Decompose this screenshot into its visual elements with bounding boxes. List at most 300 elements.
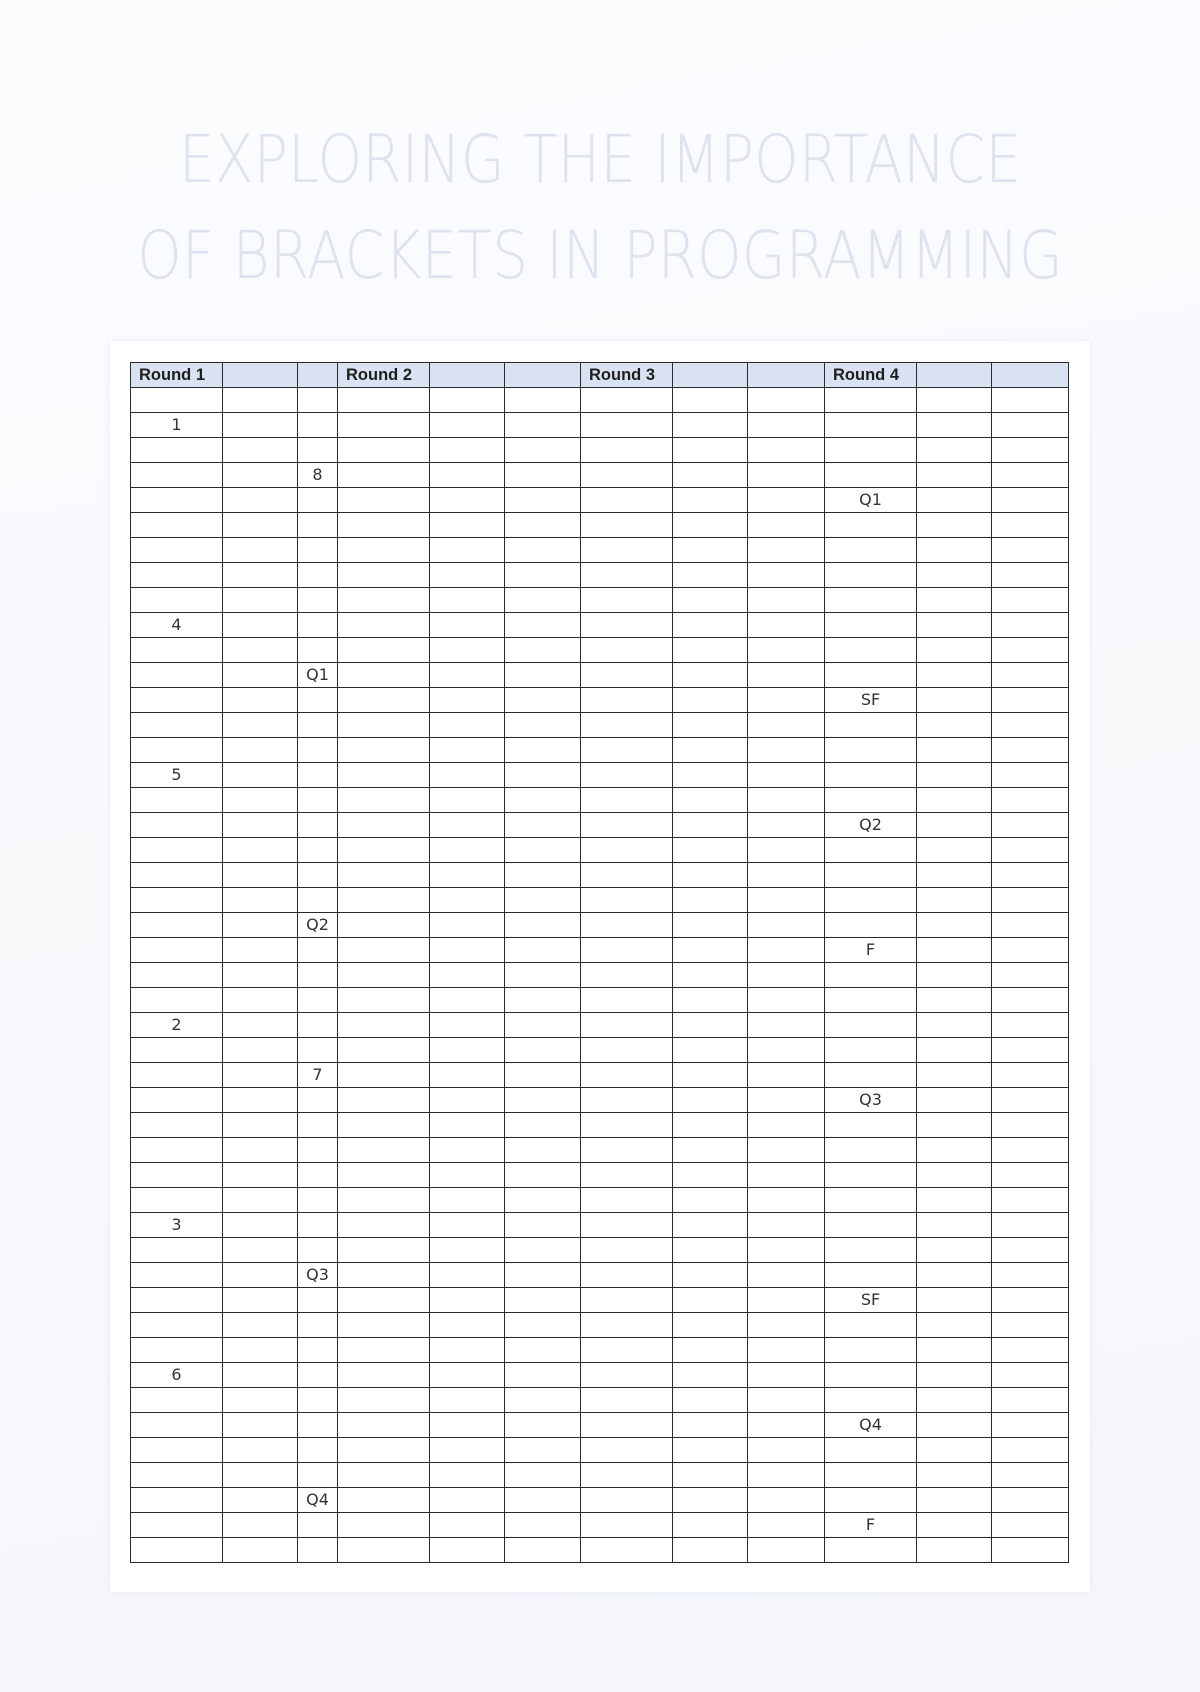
table-cell[interactable] xyxy=(825,763,917,788)
table-cell[interactable] xyxy=(917,463,992,488)
table-cell[interactable] xyxy=(223,988,298,1013)
table-cell[interactable] xyxy=(917,638,992,663)
table-cell[interactable] xyxy=(748,738,825,763)
table-cell[interactable] xyxy=(917,913,992,938)
bracket-entry-cell[interactable]: F xyxy=(825,1513,917,1538)
table-cell[interactable] xyxy=(673,1213,748,1238)
table-cell[interactable] xyxy=(581,913,673,938)
table-cell[interactable] xyxy=(131,963,223,988)
table-cell[interactable] xyxy=(505,1238,581,1263)
table-cell[interactable] xyxy=(992,838,1069,863)
table-cell[interactable] xyxy=(825,1013,917,1038)
table-cell[interactable] xyxy=(917,938,992,963)
table-cell[interactable] xyxy=(917,1488,992,1513)
table-cell[interactable] xyxy=(992,1438,1069,1463)
table-cell[interactable] xyxy=(338,913,430,938)
table-cell[interactable] xyxy=(581,888,673,913)
table-cell[interactable] xyxy=(748,1038,825,1063)
table-cell[interactable] xyxy=(581,1288,673,1313)
table-cell[interactable] xyxy=(581,863,673,888)
table-cell[interactable] xyxy=(673,1138,748,1163)
table-cell[interactable] xyxy=(673,1263,748,1288)
table-cell[interactable] xyxy=(298,1088,338,1113)
table-cell[interactable] xyxy=(338,538,430,563)
table-cell[interactable] xyxy=(131,838,223,863)
table-cell[interactable] xyxy=(298,888,338,913)
table-cell[interactable] xyxy=(430,1113,505,1138)
table-cell[interactable] xyxy=(505,813,581,838)
table-cell[interactable] xyxy=(505,713,581,738)
table-cell[interactable] xyxy=(505,1313,581,1338)
table-cell[interactable] xyxy=(223,1488,298,1513)
table-cell[interactable] xyxy=(131,1063,223,1088)
table-cell[interactable] xyxy=(298,1363,338,1388)
table-cell[interactable] xyxy=(917,563,992,588)
table-cell[interactable] xyxy=(223,638,298,663)
table-cell[interactable] xyxy=(673,1463,748,1488)
table-cell[interactable] xyxy=(223,963,298,988)
table-cell[interactable] xyxy=(223,513,298,538)
table-cell[interactable] xyxy=(917,488,992,513)
table-cell[interactable] xyxy=(917,388,992,413)
table-cell[interactable] xyxy=(992,563,1069,588)
table-cell[interactable] xyxy=(298,1038,338,1063)
table-cell[interactable] xyxy=(748,1538,825,1563)
table-cell[interactable] xyxy=(131,1113,223,1138)
table-cell[interactable] xyxy=(338,863,430,888)
table-cell[interactable] xyxy=(223,1363,298,1388)
table-cell[interactable] xyxy=(338,1463,430,1488)
table-cell[interactable] xyxy=(338,988,430,1013)
table-cell[interactable] xyxy=(748,388,825,413)
table-cell[interactable] xyxy=(825,963,917,988)
table-cell[interactable] xyxy=(992,1263,1069,1288)
table-cell[interactable] xyxy=(131,1038,223,1063)
table-cell[interactable] xyxy=(748,1063,825,1088)
table-cell[interactable] xyxy=(917,1263,992,1288)
table-cell[interactable] xyxy=(917,963,992,988)
table-cell[interactable] xyxy=(673,1338,748,1363)
table-cell[interactable] xyxy=(748,1188,825,1213)
table-cell[interactable] xyxy=(505,913,581,938)
table-cell[interactable] xyxy=(825,1113,917,1138)
bracket-entry-cell[interactable]: SF xyxy=(825,688,917,713)
table-cell[interactable] xyxy=(992,1388,1069,1413)
table-cell[interactable] xyxy=(298,588,338,613)
table-cell[interactable] xyxy=(505,1513,581,1538)
table-cell[interactable] xyxy=(917,813,992,838)
table-cell[interactable] xyxy=(505,763,581,788)
table-cell[interactable] xyxy=(338,1088,430,1113)
table-cell[interactable] xyxy=(430,1313,505,1338)
table-cell[interactable] xyxy=(673,963,748,988)
table-cell[interactable] xyxy=(581,1263,673,1288)
table-cell[interactable] xyxy=(581,1013,673,1038)
table-cell[interactable] xyxy=(673,1513,748,1538)
table-cell[interactable] xyxy=(131,1163,223,1188)
table-cell[interactable] xyxy=(673,413,748,438)
table-cell[interactable] xyxy=(223,1513,298,1538)
table-cell[interactable] xyxy=(338,1138,430,1163)
table-cell[interactable] xyxy=(430,1063,505,1088)
table-cell[interactable] xyxy=(992,788,1069,813)
table-cell[interactable] xyxy=(748,1513,825,1538)
table-cell[interactable] xyxy=(223,688,298,713)
table-cell[interactable] xyxy=(223,763,298,788)
table-cell[interactable] xyxy=(505,388,581,413)
table-cell[interactable] xyxy=(430,963,505,988)
table-cell[interactable] xyxy=(992,1063,1069,1088)
table-cell[interactable] xyxy=(825,1188,917,1213)
table-cell[interactable] xyxy=(505,1388,581,1413)
table-cell[interactable] xyxy=(338,713,430,738)
table-cell[interactable] xyxy=(338,963,430,988)
table-cell[interactable] xyxy=(131,1238,223,1263)
table-cell[interactable] xyxy=(748,1338,825,1363)
table-cell[interactable] xyxy=(748,1438,825,1463)
table-cell[interactable] xyxy=(298,713,338,738)
table-cell[interactable] xyxy=(298,1388,338,1413)
table-cell[interactable] xyxy=(505,1338,581,1363)
table-cell[interactable] xyxy=(505,1538,581,1563)
table-cell[interactable] xyxy=(581,738,673,763)
table-cell[interactable] xyxy=(673,438,748,463)
table-cell[interactable] xyxy=(131,738,223,763)
table-cell[interactable] xyxy=(992,1338,1069,1363)
table-cell[interactable] xyxy=(338,1538,430,1563)
table-cell[interactable] xyxy=(505,938,581,963)
table-cell[interactable] xyxy=(825,413,917,438)
table-cell[interactable] xyxy=(673,1538,748,1563)
table-cell[interactable] xyxy=(338,1338,430,1363)
table-cell[interactable] xyxy=(505,838,581,863)
table-cell[interactable] xyxy=(298,838,338,863)
table-cell[interactable] xyxy=(298,1188,338,1213)
table-cell[interactable] xyxy=(917,613,992,638)
table-cell[interactable] xyxy=(338,763,430,788)
table-cell[interactable] xyxy=(992,688,1069,713)
table-cell[interactable] xyxy=(223,1138,298,1163)
table-cell[interactable] xyxy=(748,1113,825,1138)
table-cell[interactable] xyxy=(825,1238,917,1263)
table-cell[interactable] xyxy=(223,1088,298,1113)
table-cell[interactable] xyxy=(992,713,1069,738)
table-cell[interactable] xyxy=(917,1113,992,1138)
table-cell[interactable] xyxy=(825,788,917,813)
table-cell[interactable] xyxy=(992,813,1069,838)
table-cell[interactable] xyxy=(338,1113,430,1138)
table-cell[interactable] xyxy=(505,1188,581,1213)
table-cell[interactable] xyxy=(992,1113,1069,1138)
table-cell[interactable] xyxy=(338,588,430,613)
table-cell[interactable] xyxy=(338,1013,430,1038)
table-cell[interactable] xyxy=(298,1013,338,1038)
table-cell[interactable] xyxy=(505,1013,581,1038)
table-cell[interactable] xyxy=(673,938,748,963)
table-cell[interactable] xyxy=(748,663,825,688)
table-cell[interactable] xyxy=(992,463,1069,488)
table-cell[interactable] xyxy=(581,1313,673,1338)
bracket-entry-cell[interactable]: 3 xyxy=(131,1213,223,1238)
table-cell[interactable] xyxy=(223,1063,298,1088)
table-cell[interactable] xyxy=(223,1338,298,1363)
table-cell[interactable] xyxy=(131,1313,223,1338)
table-cell[interactable] xyxy=(917,763,992,788)
bracket-entry-cell[interactable]: SF xyxy=(825,1288,917,1313)
table-cell[interactable] xyxy=(825,463,917,488)
table-cell[interactable] xyxy=(673,1063,748,1088)
table-cell[interactable] xyxy=(223,663,298,688)
table-cell[interactable] xyxy=(748,613,825,638)
table-cell[interactable] xyxy=(917,1063,992,1088)
table-cell[interactable] xyxy=(338,388,430,413)
table-cell[interactable] xyxy=(581,1338,673,1363)
table-cell[interactable] xyxy=(673,513,748,538)
bracket-entry-cell[interactable]: Q4 xyxy=(298,1488,338,1513)
table-cell[interactable] xyxy=(338,1038,430,1063)
bracket-entry-cell[interactable]: Q3 xyxy=(298,1263,338,1288)
table-cell[interactable] xyxy=(505,488,581,513)
table-cell[interactable] xyxy=(673,1488,748,1513)
table-cell[interactable] xyxy=(223,388,298,413)
table-cell[interactable] xyxy=(581,438,673,463)
table-cell[interactable] xyxy=(430,738,505,763)
table-cell[interactable] xyxy=(825,1313,917,1338)
table-cell[interactable] xyxy=(338,1413,430,1438)
table-cell[interactable] xyxy=(673,738,748,763)
table-cell[interactable] xyxy=(917,863,992,888)
table-cell[interactable] xyxy=(673,688,748,713)
table-cell[interactable] xyxy=(298,613,338,638)
table-cell[interactable] xyxy=(748,713,825,738)
table-cell[interactable] xyxy=(505,463,581,488)
table-cell[interactable] xyxy=(581,463,673,488)
bracket-entry-cell[interactable]: 8 xyxy=(298,463,338,488)
table-cell[interactable] xyxy=(430,788,505,813)
bracket-entry-cell[interactable]: Q2 xyxy=(298,913,338,938)
table-cell[interactable] xyxy=(825,638,917,663)
table-cell[interactable] xyxy=(581,1163,673,1188)
table-cell[interactable] xyxy=(505,538,581,563)
table-cell[interactable] xyxy=(992,738,1069,763)
table-cell[interactable] xyxy=(131,1288,223,1313)
table-cell[interactable] xyxy=(825,1463,917,1488)
table-cell[interactable] xyxy=(917,513,992,538)
table-cell[interactable] xyxy=(673,713,748,738)
table-cell[interactable] xyxy=(748,813,825,838)
table-cell[interactable] xyxy=(430,588,505,613)
table-cell[interactable] xyxy=(338,688,430,713)
table-cell[interactable] xyxy=(131,913,223,938)
table-cell[interactable] xyxy=(917,438,992,463)
table-cell[interactable] xyxy=(992,1013,1069,1038)
table-cell[interactable] xyxy=(430,988,505,1013)
table-cell[interactable] xyxy=(223,713,298,738)
table-cell[interactable] xyxy=(673,1288,748,1313)
table-cell[interactable] xyxy=(131,663,223,688)
table-cell[interactable] xyxy=(338,1513,430,1538)
table-cell[interactable] xyxy=(748,1363,825,1388)
table-cell[interactable] xyxy=(992,1463,1069,1488)
table-cell[interactable] xyxy=(338,1238,430,1263)
table-cell[interactable] xyxy=(673,588,748,613)
table-cell[interactable] xyxy=(223,463,298,488)
table-cell[interactable] xyxy=(131,938,223,963)
table-cell[interactable] xyxy=(825,738,917,763)
table-cell[interactable] xyxy=(673,463,748,488)
table-cell[interactable] xyxy=(223,588,298,613)
table-cell[interactable] xyxy=(298,938,338,963)
table-cell[interactable] xyxy=(298,963,338,988)
table-cell[interactable] xyxy=(917,1438,992,1463)
table-cell[interactable] xyxy=(298,388,338,413)
table-cell[interactable] xyxy=(992,938,1069,963)
table-cell[interactable] xyxy=(131,563,223,588)
table-cell[interactable] xyxy=(430,688,505,713)
table-cell[interactable] xyxy=(298,1288,338,1313)
table-cell[interactable] xyxy=(430,388,505,413)
table-cell[interactable] xyxy=(131,688,223,713)
table-cell[interactable] xyxy=(338,738,430,763)
bracket-entry-cell[interactable]: 1 xyxy=(131,413,223,438)
table-cell[interactable] xyxy=(992,588,1069,613)
table-cell[interactable] xyxy=(748,913,825,938)
table-cell[interactable] xyxy=(825,888,917,913)
table-cell[interactable] xyxy=(748,1238,825,1263)
table-cell[interactable] xyxy=(298,1163,338,1188)
table-cell[interactable] xyxy=(131,1488,223,1513)
table-cell[interactable] xyxy=(581,763,673,788)
table-cell[interactable] xyxy=(223,888,298,913)
table-cell[interactable] xyxy=(992,1513,1069,1538)
table-cell[interactable] xyxy=(581,1088,673,1113)
table-cell[interactable] xyxy=(505,863,581,888)
table-cell[interactable] xyxy=(992,388,1069,413)
table-cell[interactable] xyxy=(917,1188,992,1213)
table-cell[interactable] xyxy=(992,988,1069,1013)
bracket-entry-cell[interactable]: 7 xyxy=(298,1063,338,1088)
table-cell[interactable] xyxy=(825,563,917,588)
table-cell[interactable] xyxy=(430,913,505,938)
table-cell[interactable] xyxy=(223,1013,298,1038)
table-cell[interactable] xyxy=(917,1138,992,1163)
table-cell[interactable] xyxy=(505,1163,581,1188)
table-cell[interactable] xyxy=(505,613,581,638)
table-cell[interactable] xyxy=(430,413,505,438)
bracket-entry-cell[interactable]: Q1 xyxy=(298,663,338,688)
table-cell[interactable] xyxy=(505,1138,581,1163)
table-cell[interactable] xyxy=(581,1188,673,1213)
table-cell[interactable] xyxy=(992,638,1069,663)
table-cell[interactable] xyxy=(917,1363,992,1388)
table-cell[interactable] xyxy=(223,1388,298,1413)
table-cell[interactable] xyxy=(430,1038,505,1063)
table-cell[interactable] xyxy=(992,763,1069,788)
table-cell[interactable] xyxy=(581,1513,673,1538)
table-cell[interactable] xyxy=(223,1413,298,1438)
table-cell[interactable] xyxy=(992,1038,1069,1063)
table-cell[interactable] xyxy=(673,838,748,863)
table-cell[interactable] xyxy=(298,1338,338,1363)
table-cell[interactable] xyxy=(131,1438,223,1463)
table-cell[interactable] xyxy=(581,963,673,988)
table-cell[interactable] xyxy=(673,1038,748,1063)
table-cell[interactable] xyxy=(673,1313,748,1338)
table-cell[interactable] xyxy=(430,488,505,513)
table-cell[interactable] xyxy=(223,1238,298,1263)
table-cell[interactable] xyxy=(505,588,581,613)
table-cell[interactable] xyxy=(338,1288,430,1313)
table-cell[interactable] xyxy=(748,1463,825,1488)
table-cell[interactable] xyxy=(430,1413,505,1438)
table-cell[interactable] xyxy=(992,913,1069,938)
table-cell[interactable] xyxy=(825,1388,917,1413)
table-cell[interactable] xyxy=(338,513,430,538)
table-cell[interactable] xyxy=(223,1538,298,1563)
table-cell[interactable] xyxy=(748,688,825,713)
table-cell[interactable] xyxy=(338,813,430,838)
table-cell[interactable] xyxy=(505,1363,581,1388)
table-cell[interactable] xyxy=(338,938,430,963)
table-cell[interactable] xyxy=(505,688,581,713)
table-cell[interactable] xyxy=(673,888,748,913)
table-cell[interactable] xyxy=(581,1388,673,1413)
table-cell[interactable] xyxy=(298,1113,338,1138)
table-cell[interactable] xyxy=(748,938,825,963)
table-cell[interactable] xyxy=(581,788,673,813)
table-cell[interactable] xyxy=(131,788,223,813)
table-cell[interactable] xyxy=(673,563,748,588)
table-cell[interactable] xyxy=(992,663,1069,688)
table-cell[interactable] xyxy=(673,988,748,1013)
table-cell[interactable] xyxy=(505,663,581,688)
table-cell[interactable] xyxy=(748,788,825,813)
table-cell[interactable] xyxy=(917,888,992,913)
table-cell[interactable] xyxy=(917,1538,992,1563)
table-cell[interactable] xyxy=(223,613,298,638)
table-cell[interactable] xyxy=(430,1238,505,1263)
table-cell[interactable] xyxy=(223,1463,298,1488)
table-cell[interactable] xyxy=(581,838,673,863)
table-cell[interactable] xyxy=(581,613,673,638)
table-cell[interactable] xyxy=(992,613,1069,638)
table-cell[interactable] xyxy=(430,1513,505,1538)
table-cell[interactable] xyxy=(505,1463,581,1488)
table-cell[interactable] xyxy=(673,788,748,813)
table-cell[interactable] xyxy=(131,488,223,513)
table-cell[interactable] xyxy=(917,1388,992,1413)
table-cell[interactable] xyxy=(505,513,581,538)
table-cell[interactable] xyxy=(825,713,917,738)
table-cell[interactable] xyxy=(505,1488,581,1513)
table-cell[interactable] xyxy=(223,413,298,438)
table-cell[interactable] xyxy=(581,1538,673,1563)
table-cell[interactable] xyxy=(992,1488,1069,1513)
table-cell[interactable] xyxy=(298,1438,338,1463)
table-cell[interactable] xyxy=(223,1113,298,1138)
table-cell[interactable] xyxy=(748,1488,825,1513)
bracket-entry-cell[interactable]: Q3 xyxy=(825,1088,917,1113)
table-cell[interactable] xyxy=(131,1463,223,1488)
table-cell[interactable] xyxy=(673,1238,748,1263)
table-cell[interactable] xyxy=(223,863,298,888)
table-cell[interactable] xyxy=(825,1488,917,1513)
table-cell[interactable] xyxy=(748,1088,825,1113)
table-cell[interactable] xyxy=(430,1338,505,1363)
table-cell[interactable] xyxy=(581,1438,673,1463)
table-cell[interactable] xyxy=(298,738,338,763)
table-cell[interactable] xyxy=(992,438,1069,463)
